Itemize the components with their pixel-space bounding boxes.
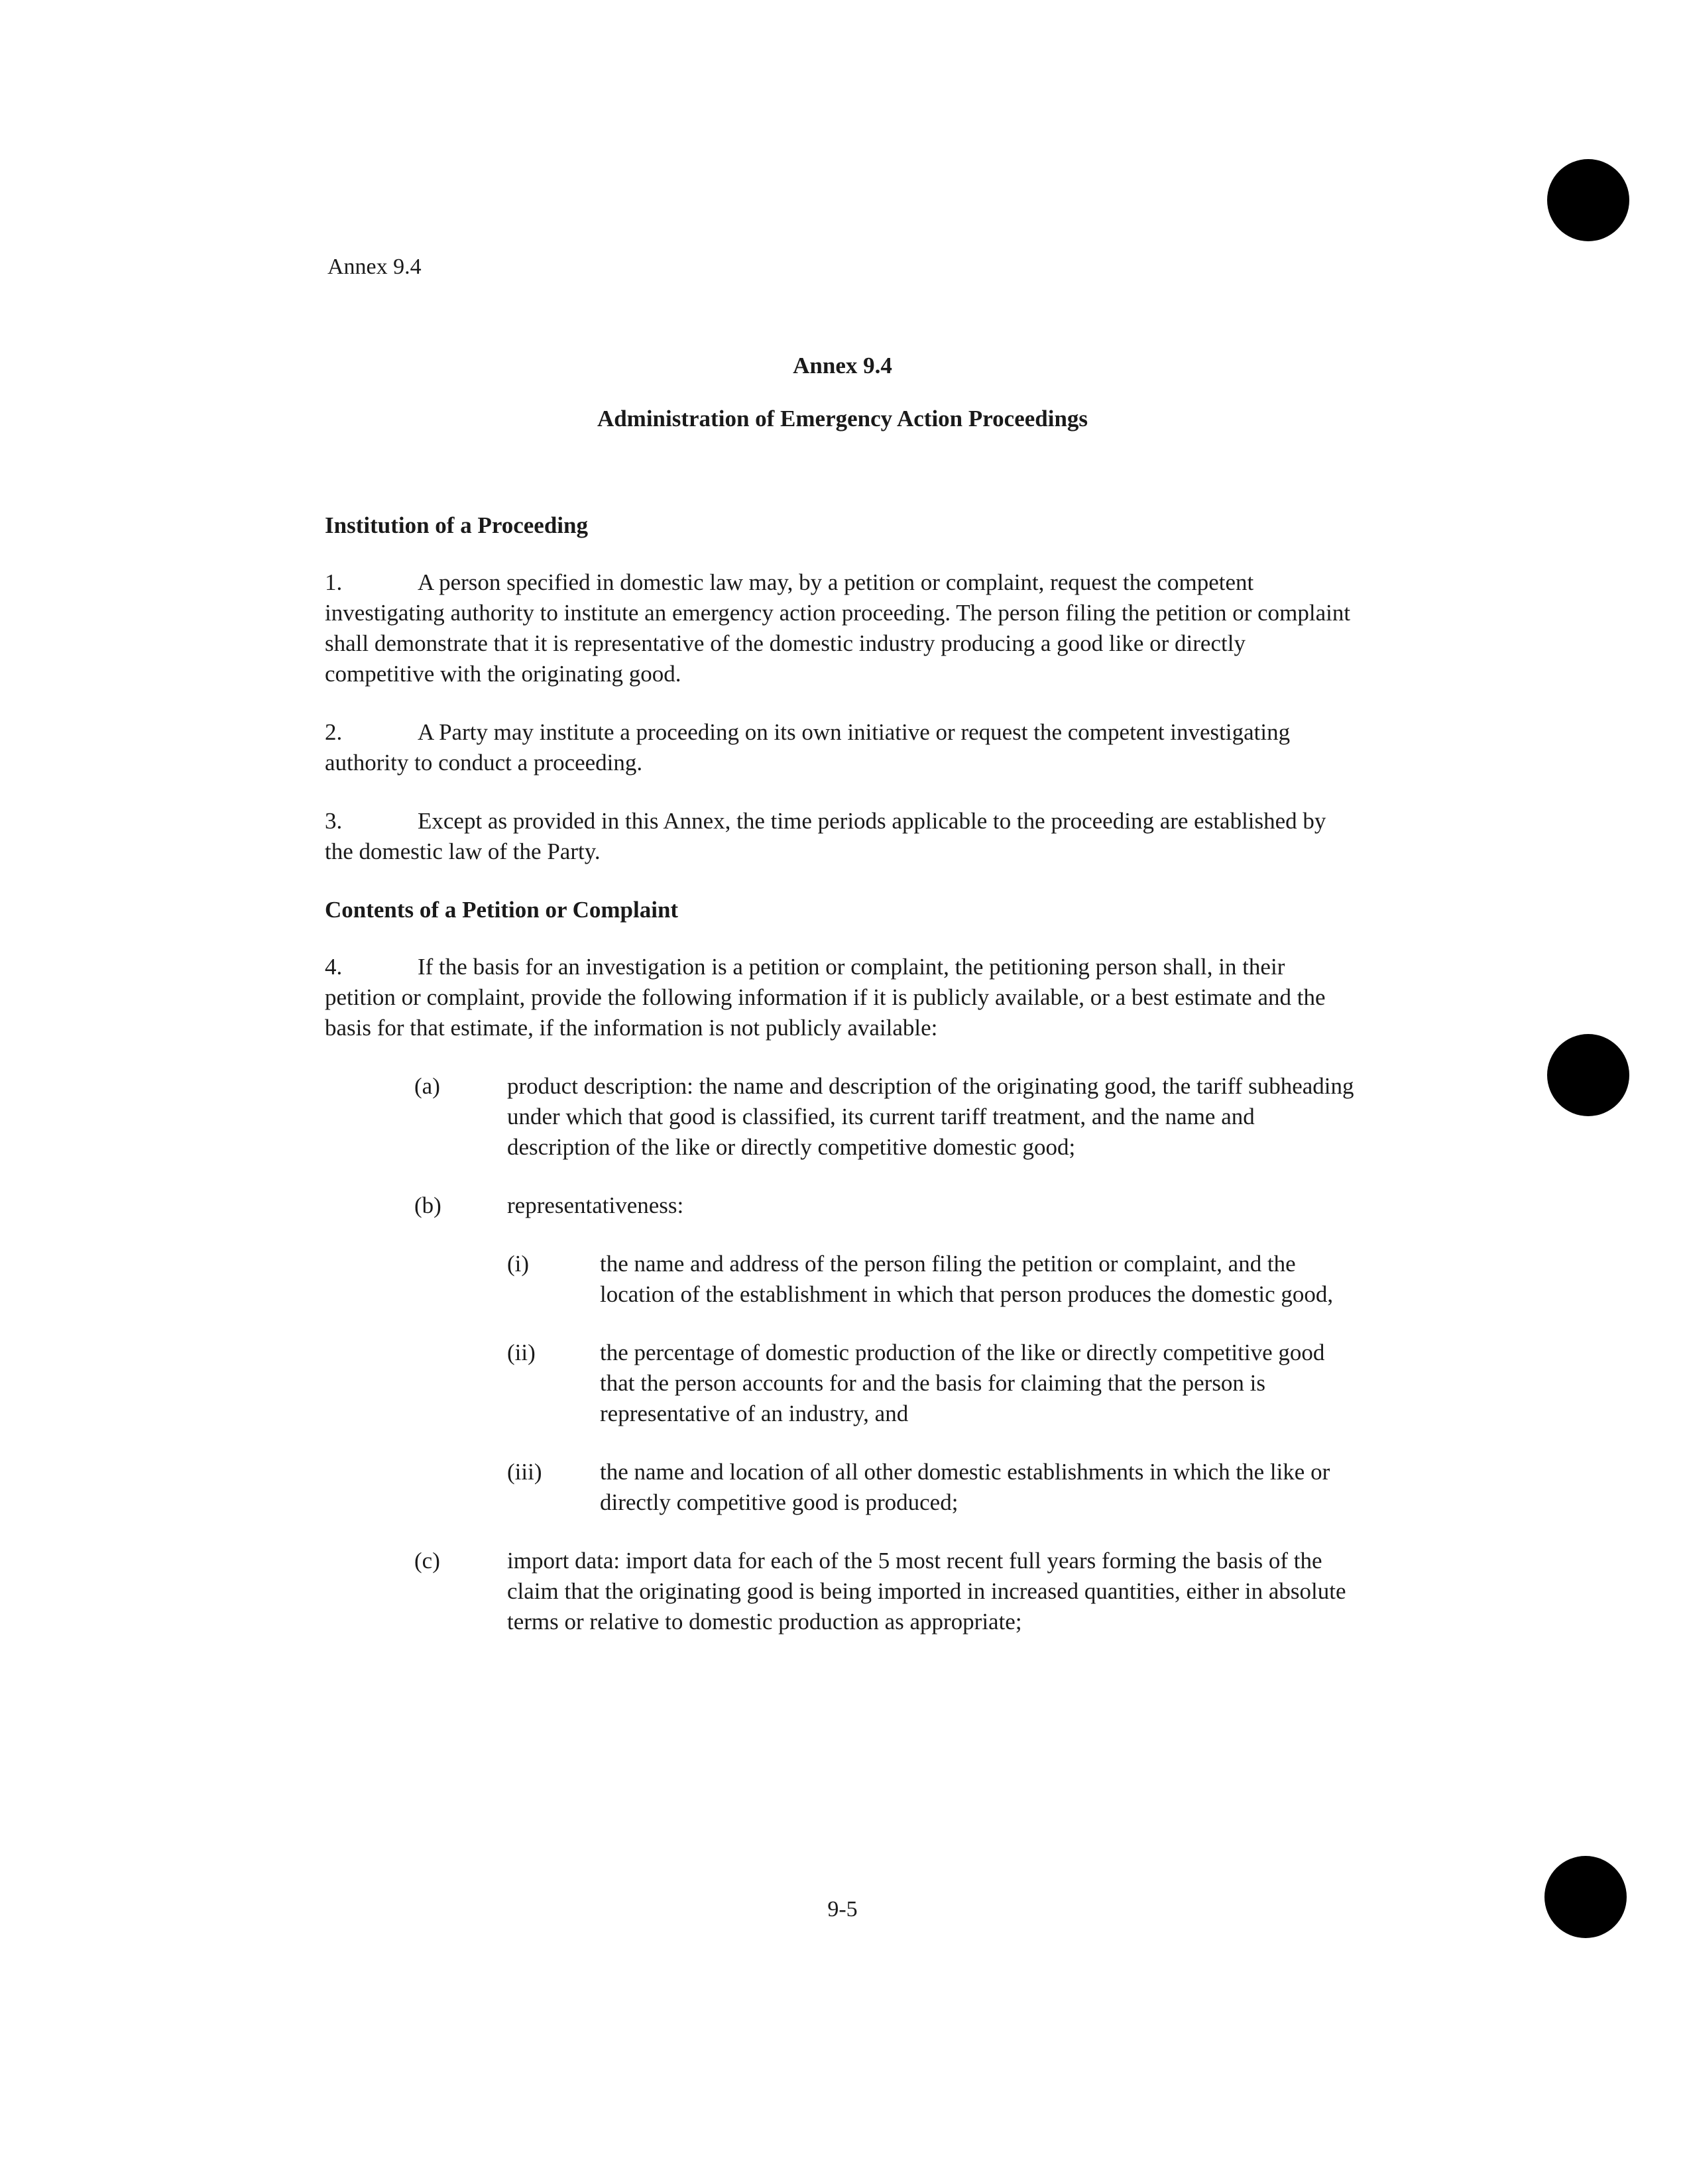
subitem-marker: (ii)	[507, 1340, 536, 1365]
section-heading-institution: Institution of a Proceeding	[325, 512, 588, 538]
paragraph-number: 3.	[325, 808, 343, 834]
punch-hole-middle	[1547, 1034, 1629, 1116]
annex-subtitle: Administration of Emergency Action Proceedings	[597, 406, 1088, 431]
annex-title: Annex 9.4	[793, 353, 892, 378]
punch-hole-bottom	[1544, 1856, 1627, 1938]
list-subitem-i	[325, 1249, 1359, 1310]
item-marker: (c)	[414, 1548, 440, 1574]
document-body	[325, 510, 1359, 1665]
list-subitem-ii	[325, 1338, 1359, 1429]
subitem-marker: (iii)	[507, 1459, 542, 1485]
paragraph-text: If the basis for an investigation is a petition or complaint, the petitioning person shall, in their petition or complaint, provide the following information if it is publicly available, or a best estimate and the basis for that estimate, if the information is not publicly available:	[325, 954, 1326, 1041]
paragraph-text: A Party may institute a proceeding on its own initiative or request the competent investigating authority to conduct a proceeding.	[325, 719, 1291, 776]
item-text: product description: the name and description of the originating good, the tariff subheading under which that good is classified, its current tariff treatment, and the name and description of the like or directly competitive domestic good;	[507, 1073, 1354, 1160]
paragraph-number: 4.	[325, 954, 343, 980]
list-item-c	[325, 1546, 1359, 1637]
section-heading-contents: Contents of a Petition or Complaint	[325, 897, 679, 923]
list-item-a	[325, 1071, 1359, 1163]
paragraph-text: A person specified in domestic law may, by a petition or complaint, request the competent investigating authority to institute an emergency action proceeding. The person filing the petition or complaint shall demonstrate that it is representative of the domestic industry producing a good like or directly competitive with the originating good.	[325, 569, 1351, 687]
item-marker: (a)	[414, 1073, 440, 1099]
paragraph-text: Except as provided in this Annex, the time periods applicable to the proceeding are established by the domestic law of the Party.	[325, 808, 1326, 864]
item-text: representativeness:	[507, 1192, 684, 1218]
subitem-text: the percentage of domestic production of the like or directly competitive good that the person accounts for and the basis for claiming that the person is representative of an industry, and	[600, 1340, 1325, 1426]
paragraph-number: 1.	[325, 569, 343, 595]
punch-hole-top	[1547, 159, 1629, 241]
paragraph-2	[325, 717, 1359, 778]
paragraph-1	[325, 567, 1359, 689]
item-marker: (b)	[414, 1192, 441, 1218]
running-header: Annex 9.4	[327, 255, 422, 279]
page-number: 9-5	[827, 1897, 858, 1922]
subitem-marker: (i)	[507, 1251, 530, 1277]
paragraph-4	[325, 952, 1359, 1043]
subitem-text: the name and location of all other domestic establishments in which the like or directly competitive good is produced;	[600, 1459, 1330, 1515]
list-item-b	[325, 1190, 1359, 1221]
list-subitem-iii	[325, 1457, 1359, 1518]
paragraph-number: 2.	[325, 719, 343, 745]
paragraph-3	[325, 806, 1359, 867]
item-text: import data: import data for each of the 5 most recent full years forming the basis of the claim that the originating good is being imported in increased quantities, either in absolute terms or relative to domestic production as appropriate;	[507, 1548, 1346, 1635]
subitem-text: the name and address of the person filing the petition or complaint, and the location of the establishment in which that person produces the domestic good,	[600, 1251, 1334, 1307]
